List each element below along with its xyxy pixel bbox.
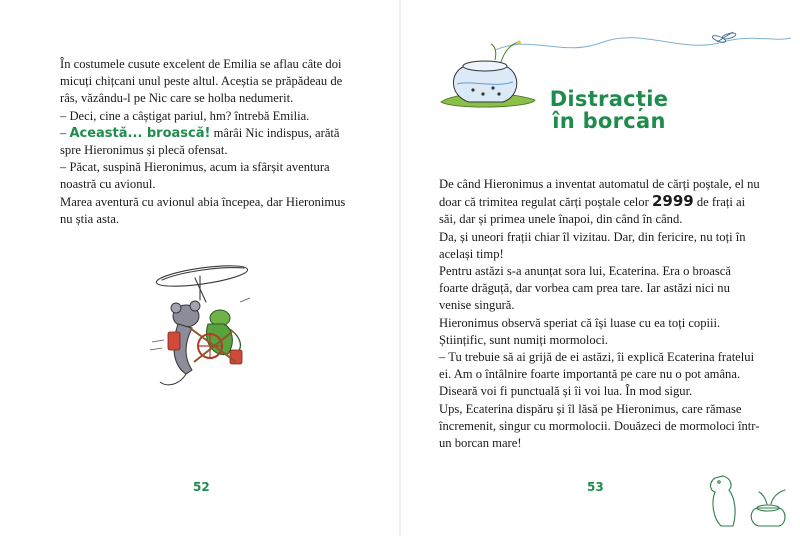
frog-jar-sketch-illustration [701,468,796,530]
highlighted-number: 2999 [651,192,694,211]
paragraph-after-number: de frați ai săi, dar și primea unele înapoi, din când în când. [439,195,746,227]
right-paragraph-3: Pentru astăzi s-a anunțat sora lui, Ecaterina. Era o broască foarte drăguță, dar vorbea cam prea tare. Iar astăzi nici nu venise singură. [439,264,731,313]
chapter-title [539,88,679,132]
left-paragraph-4: – Păcat, suspină Hieronimus, acum ia sfârșit aventura noastră cu avionul. [60,160,330,192]
chapter-title-line-1: Distracție [549,87,669,111]
highlighted-exclamation: Această... broască! [69,125,211,141]
dialogue-dash: – [60,125,70,140]
paragraph-rest: mârâi Nic indispus, arătă spre Hieronimus și plecă ofensat. [60,125,340,158]
right-page-text [439,176,761,452]
left-page [0,0,399,536]
right-paragraph-6: Ups, Ecaterina dispăru și îl lăsă pe Hieronimus, care rămase încremenit, singur cu mormolocii. Douăzeci de mormoloci într-un borcan mare! [439,401,760,451]
left-paragraph-2: – Deci, cine a câștigat pariul, hm? întrebă Emilia. [60,108,310,123]
left-paragraph-1: În costumele cusute excelent de Emilia se aflau câte doi micuți chițcani unul peste altul. Aceștia se prăpădeau de râs, văzându-l pe Nic care se holba nedumerit. [60,57,343,106]
page-number-right: 53 [587,480,604,494]
page-number-left: 52 [193,480,210,494]
left-paragraph-3 [60,125,360,159]
right-paragraph-2: Da, și uneori frații chiar îl vizitau. Dar, din fericire, nu toți în același timp! [439,229,746,261]
right-page [401,0,800,536]
chapter-title-line-2: în borcan [552,109,666,133]
right-paragraph-5: – Tu trebuie să ai grijă de ei astăzi, îi explică Ecaterina fratelui ei. Am o întâlnire foarte importantă pe care nu o pot amâna. Diseară voi fi punctuală și îi voi lua. În mod sigur. [439,350,755,399]
left-paragraph-5: Marea aventură cu avionul abia începea, dar Hieronimus nu știa asta. [60,194,346,226]
fishbowl-illustration [435,40,545,112]
flying-contraption-illustration [140,258,255,398]
paragraph-before-number: De când Hieronimus a inventat automatul de cărți poștale, el nu doar că trimitea regulat cărți poștale celor [439,177,760,210]
right-paragraph-4: Hieronimus observă speriat că își luase cu ea toți copiii. Științific, sunt numiți mormoloci. [439,315,721,347]
right-paragraph-1 [439,176,761,229]
left-page-text [60,56,360,228]
